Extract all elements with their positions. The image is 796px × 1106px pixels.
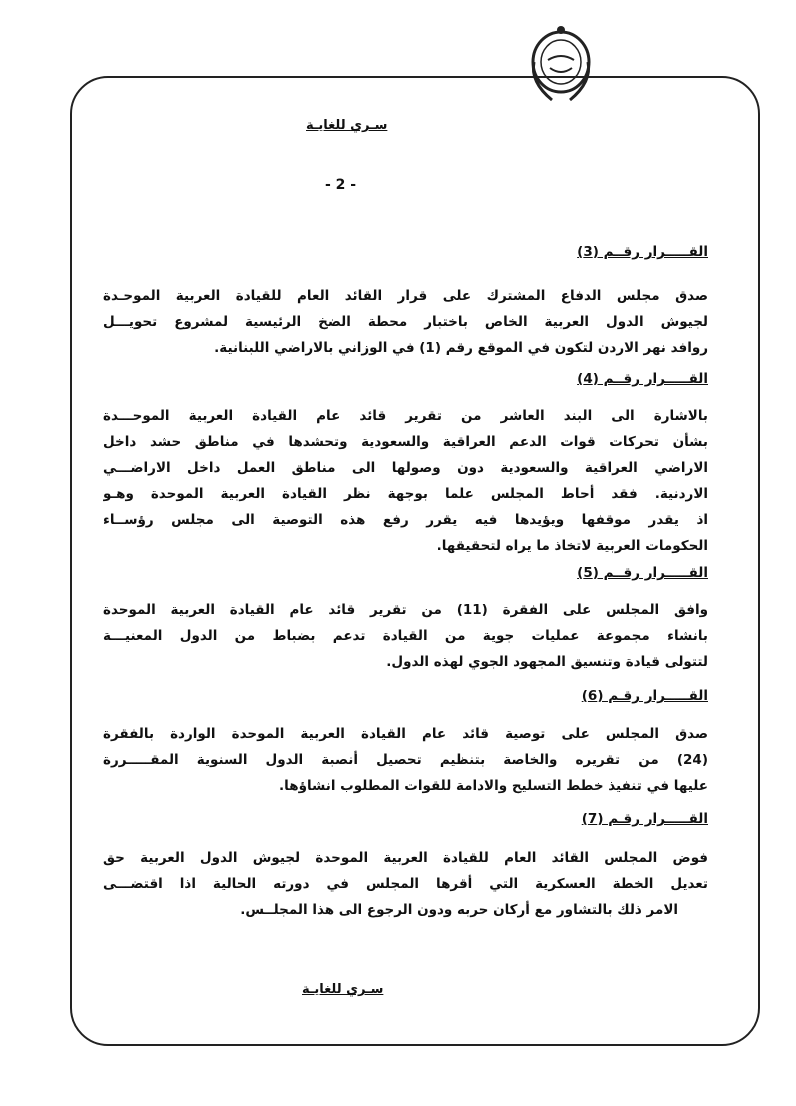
- text-line: لتتولى قيادة وتنسيق المجهود الجوي لهذه الدول.: [386, 654, 708, 670]
- text-line: صدق المجلس على توصية قائد عام القيادة العربية الموحدة الواردة بالفقرة: [103, 726, 708, 742]
- text-line: اذ يقدر موقفها ويؤيدها فيه يقرر رفع هذه التوصية الى مجلس رؤســاء: [103, 512, 708, 528]
- text-line: وافق المجلس على الفقرة (11) من تقرير قائد عام القيادة العربية الموحدة: [103, 602, 708, 618]
- page-number: - 2 -: [325, 177, 357, 193]
- decision-6-text: [103, 721, 708, 799]
- text-line: الحكومات العربية لاتخاذ ما يراه لتحقيقها.: [436, 538, 708, 554]
- text-line: الامر ذلك بالتشاور مع أركان حربه ودون الرجوع الى هذا المجلــس.: [240, 902, 678, 918]
- text-line: الاراضي العراقية والسعودية دون وصولها الى مناطق العمل داخل الاراضـــي: [103, 460, 708, 476]
- text-line: صدق مجلس الدفاع المشترك على قرار القائد العام للقيادة العربية الموحـدة: [103, 288, 708, 304]
- decision-3-heading: القـــــرار رقــم (3): [577, 244, 708, 260]
- text-line: لجيوش الدول العربية الخاص باختبار محطة الضخ الرئيسية لمشروع تحويـــل: [103, 314, 708, 330]
- arab-league-emblem-icon: [522, 22, 600, 108]
- text-line: فوض المجلس القائد العام للقيادة العربية الموحدة لجيوش الدول العربية حق: [103, 850, 708, 866]
- classification-footer: سـري للغايـة: [302, 982, 384, 997]
- decision-7-heading: القـــــرار رقـم (7): [581, 811, 708, 827]
- decision-7-text: [103, 845, 708, 923]
- decision-3-text: [103, 283, 708, 361]
- text-line: (24) من تقريره والخاصة بتنظيم تحصيل أنصبة الدول السنوية المقـــــررة: [103, 752, 708, 768]
- text-line: تعديل الخطة العسكرية التي أقرها المجلس في دورته الحالية اذا اقتضـــى: [103, 876, 708, 892]
- text-line: الاردنية. فقد أحاط المجلس علما بوجهة نظر القيادة العربية الموحدة وهـو: [103, 486, 708, 502]
- decision-6-heading: القـــــرار رقـم (6): [581, 688, 708, 704]
- text-line: بالاشارة الى البند العاشر من تقرير قائد عام القيادة العربية الموحـــدة: [103, 408, 708, 424]
- text-line: عليها في تنفيذ خطط التسليح والادامة للقوات المطلوب انشاؤها.: [279, 778, 708, 794]
- decision-5-text: [103, 597, 708, 675]
- decision-4-text: [103, 403, 708, 559]
- text-line: بانشاء مجموعة عمليات جوية من القيادة تدعم بضباط من الدول المعنيـــة: [103, 628, 708, 644]
- decision-4-heading: القـــــرار رقــم (4): [577, 371, 708, 387]
- classification-header: سـري للغايـة: [306, 118, 388, 133]
- text-line: روافد نهر الاردن لتكون في الموقع رقم (1) في الوزاني بالاراضي اللبنانية.: [214, 340, 708, 356]
- text-line: بشأن تحركات قوات الدعم العراقية والسعودية وتحشدها في مناطق حشد داخل: [103, 434, 708, 450]
- decision-5-heading: القـــــرار رقــم (5): [577, 565, 708, 581]
